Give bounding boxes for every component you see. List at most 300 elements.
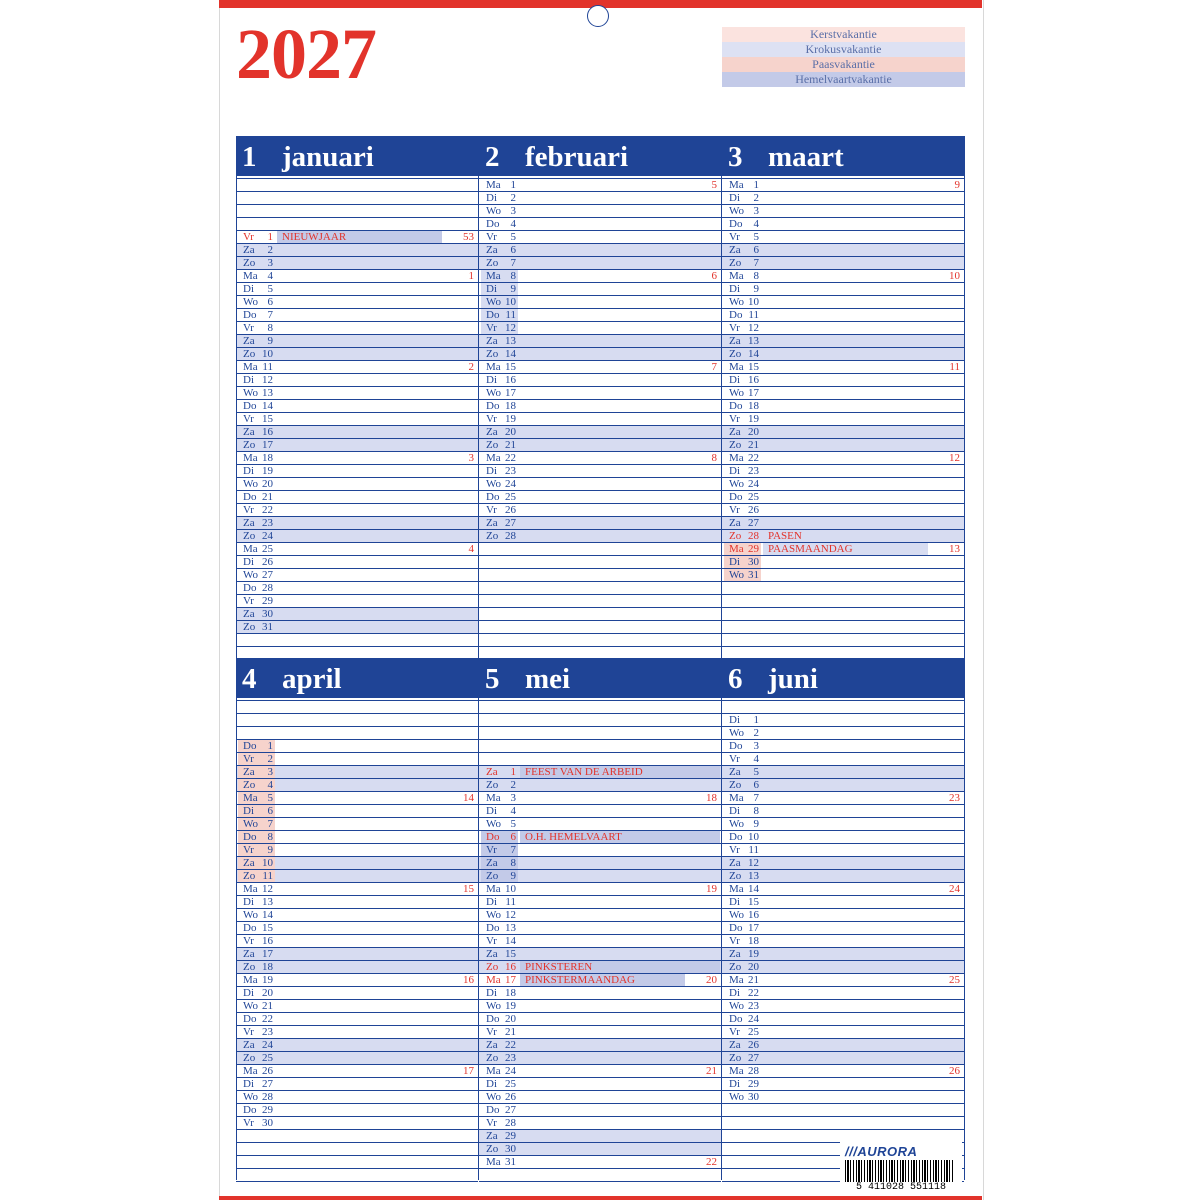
day-number: 24: [748, 1013, 759, 1025]
weekday-label: Ma: [486, 883, 501, 895]
day-cell: [481, 491, 518, 503]
day-number: 12: [748, 857, 759, 869]
weekday-label: Wo: [729, 1000, 745, 1012]
day-cell: [724, 335, 761, 347]
day-row: [722, 374, 964, 387]
empty-row: [479, 727, 721, 740]
weekday-label: Za: [243, 426, 255, 438]
day-cell: [481, 805, 518, 817]
day-cell: [238, 1078, 275, 1090]
weekday-label: Do: [486, 218, 500, 230]
day-row: [236, 556, 478, 569]
day-cell: [238, 974, 275, 986]
week-number: 10: [949, 270, 960, 282]
weekday-label: Ma: [243, 974, 258, 986]
day-row: [722, 935, 964, 948]
day-number: 29: [262, 595, 273, 607]
empty-row: [722, 608, 964, 621]
week-number: 53: [463, 231, 474, 243]
day-row: [236, 452, 478, 465]
day-row: [236, 348, 478, 361]
day-cell: [724, 1026, 761, 1038]
day-row: [479, 1065, 721, 1078]
weekday-label: Ma: [729, 452, 744, 464]
day-row: [479, 465, 721, 478]
day-row: [722, 883, 964, 896]
weekday-label: Ma: [729, 974, 744, 986]
day-cell: [724, 231, 761, 243]
day-number: 7: [267, 309, 273, 321]
month-number: 2: [485, 141, 500, 173]
day-row: [479, 244, 721, 257]
week-number: 15: [463, 883, 474, 895]
day-row: [479, 1117, 721, 1130]
weekday-label: Za: [486, 335, 498, 347]
weekday-label: Do: [486, 922, 500, 934]
week-number: 3: [468, 452, 474, 464]
day-cell: [724, 1091, 761, 1103]
day-cell: [481, 439, 518, 451]
day-cell: [238, 844, 275, 856]
day-cell: [724, 439, 761, 451]
day-row: [236, 935, 478, 948]
weekday-label: Ma: [486, 792, 501, 804]
weekday-label: Za: [243, 766, 255, 778]
empty-row: [479, 740, 721, 753]
day-cell: [238, 504, 275, 516]
day-row: [236, 504, 478, 517]
weekday-label: Di: [243, 374, 254, 386]
day-cell: [238, 1000, 275, 1012]
day-number: 1: [510, 179, 516, 191]
day-number: 19: [505, 1000, 516, 1012]
weekday-label: Ma: [486, 179, 501, 191]
day-number: 22: [505, 1039, 516, 1051]
legend-paasvakantie: Paasvakantie: [722, 57, 965, 72]
day-number: 16: [505, 961, 516, 973]
weekday-label: Za: [486, 1130, 498, 1142]
day-number: 30: [748, 1091, 759, 1103]
day-cell: [481, 870, 518, 882]
day-cell: [238, 478, 275, 490]
day-rows: [479, 178, 721, 660]
empty-row: [479, 595, 721, 608]
weekday-label: Do: [243, 400, 257, 412]
day-cell: [481, 322, 518, 334]
week-number: 12: [949, 452, 960, 464]
day-row: [479, 1052, 721, 1065]
day-row: [722, 231, 964, 244]
weekday-label: Zo: [486, 257, 499, 269]
day-row: [479, 909, 721, 922]
day-row: [722, 322, 964, 335]
day-number: 14: [748, 348, 759, 360]
empty-row: [722, 634, 964, 647]
weekday-label: Za: [243, 1039, 255, 1051]
weekday-label: Do: [729, 740, 743, 752]
day-cell: [724, 452, 761, 464]
weekday-label: Vr: [486, 844, 497, 856]
day-number: 10: [505, 296, 516, 308]
day-number: 26: [748, 504, 759, 516]
weekday-label: Zo: [729, 1052, 742, 1064]
day-row: [236, 374, 478, 387]
empty-row: [479, 753, 721, 766]
empty-row: [479, 634, 721, 647]
day-row: [236, 270, 478, 283]
day-cell: [238, 517, 275, 529]
day-number: 1: [510, 766, 516, 778]
day-cell: [238, 595, 275, 607]
day-row: [722, 257, 964, 270]
day-cell: [481, 361, 518, 373]
day-cell: [481, 1078, 518, 1090]
day-number: 13: [748, 335, 759, 347]
day-number: 2: [510, 779, 516, 791]
empty-row: [479, 714, 721, 727]
barcode-icon: [845, 1160, 955, 1182]
day-row: [479, 1091, 721, 1104]
day-row: [236, 1013, 478, 1026]
weekday-label: Vr: [729, 753, 740, 765]
day-cell: [724, 426, 761, 438]
day-row: [722, 714, 964, 727]
day-row: [479, 361, 721, 374]
day-row: [236, 1104, 478, 1117]
day-row: [722, 1065, 964, 1078]
day-row: [236, 569, 478, 582]
day-cell: [724, 192, 761, 204]
day-row: [722, 296, 964, 309]
day-row: [722, 218, 964, 231]
day-cell: [481, 1156, 518, 1168]
weekday-label: Do: [486, 1104, 500, 1116]
day-cell: [238, 1026, 275, 1038]
day-number: 7: [510, 844, 516, 856]
day-number: 21: [505, 1026, 516, 1038]
day-row: [479, 974, 721, 987]
day-rows: [479, 700, 721, 1182]
day-cell: [481, 1039, 518, 1051]
day-number: 9: [753, 283, 759, 295]
day-number: 11: [505, 309, 516, 321]
column-divider: [721, 136, 722, 658]
day-cell: [724, 244, 761, 256]
day-number: 1: [753, 714, 759, 726]
day-number: 3: [267, 766, 273, 778]
month-name: mei: [525, 663, 571, 695]
day-row: [236, 1117, 478, 1130]
weekday-label: Wo: [729, 727, 745, 739]
day-row: [722, 1052, 964, 1065]
day-cell: [238, 1065, 275, 1077]
day-number: 18: [748, 935, 759, 947]
day-row: [236, 1052, 478, 1065]
day-row: [722, 309, 964, 322]
day-row: [479, 218, 721, 231]
day-cell: [238, 987, 275, 999]
day-number: 28: [262, 1091, 273, 1103]
weekday-label: Za: [729, 335, 741, 347]
day-cell: [724, 374, 761, 386]
week-number: 5: [711, 179, 717, 191]
day-row: [236, 805, 478, 818]
day-cell: [724, 740, 761, 752]
day-cell: [238, 465, 275, 477]
day-number: 2: [267, 244, 273, 256]
day-number: 22: [262, 504, 273, 516]
week-number: 26: [949, 1065, 960, 1077]
day-row: [479, 530, 721, 543]
day-cell: [724, 766, 761, 778]
weekday-label: Wo: [729, 296, 745, 308]
day-cell: [724, 1013, 761, 1025]
day-cell: [481, 831, 518, 843]
day-cell: [238, 1104, 275, 1116]
day-row: [722, 504, 964, 517]
week-number: 14: [463, 792, 474, 804]
day-number: 29: [505, 1130, 516, 1142]
day-row: [479, 987, 721, 1000]
day-cell: [724, 753, 761, 765]
weekday-label: Do: [729, 491, 743, 503]
month-name: februari: [525, 141, 629, 173]
day-number: 6: [267, 805, 273, 817]
day-row: [722, 948, 964, 961]
week-number: 17: [463, 1065, 474, 1077]
legend-kerstvakantie: Kerstvakantie: [722, 27, 965, 42]
month-header: [479, 136, 721, 176]
day-cell: [238, 322, 275, 334]
day-row: [236, 595, 478, 608]
weekday-label: Zo: [486, 961, 499, 973]
day-number: 18: [505, 987, 516, 999]
day-cell: [238, 779, 275, 791]
day-cell: [238, 857, 275, 869]
weekday-label: Vr: [486, 504, 497, 516]
week-number: 2: [468, 361, 474, 373]
day-row: [722, 1091, 964, 1104]
weekday-label: Zo: [243, 961, 256, 973]
day-number: 12: [505, 909, 516, 921]
day-row: [236, 1039, 478, 1052]
day-row: [479, 322, 721, 335]
day-row: [722, 922, 964, 935]
day-row: [236, 1091, 478, 1104]
month-name: maart: [768, 141, 844, 173]
day-number: 13: [505, 922, 516, 934]
weekday-label: Vr: [729, 844, 740, 856]
day-row: [722, 870, 964, 883]
day-cell: [238, 530, 275, 542]
weekday-label: Ma: [729, 179, 744, 191]
day-row: [236, 766, 478, 779]
day-cell: [481, 192, 518, 204]
day-row: [722, 491, 964, 504]
day-number: 14: [505, 348, 516, 360]
weekday-label: Zo: [729, 348, 742, 360]
day-row: [236, 909, 478, 922]
day-cell: [724, 283, 761, 295]
day-cell: [724, 543, 761, 555]
day-number: 31: [748, 569, 759, 581]
day-number: 20: [262, 987, 273, 999]
weekday-label: Do: [729, 309, 743, 321]
day-number: 17: [262, 948, 273, 960]
day-cell: [724, 922, 761, 934]
day-cell: [481, 1000, 518, 1012]
day-cell: [724, 961, 761, 973]
day-number: 13: [262, 896, 273, 908]
holiday-label: FEEST VAN DE ARBEID: [525, 766, 643, 778]
weekday-label: Wo: [243, 478, 259, 490]
aurora-logo: ///AURORA: [845, 1144, 918, 1159]
day-row: [479, 491, 721, 504]
day-number: 15: [505, 361, 516, 373]
weekday-label: Za: [243, 244, 255, 256]
day-cell: [481, 1013, 518, 1025]
day-number: 22: [262, 1013, 273, 1025]
day-row: [479, 179, 721, 192]
day-number: 27: [748, 517, 759, 529]
weekday-label: Ma: [486, 270, 501, 282]
day-number: 23: [262, 1026, 273, 1038]
day-cell: [481, 935, 518, 947]
day-number: 24: [505, 478, 516, 490]
day-row: [722, 805, 964, 818]
weekday-label: Wo: [243, 296, 259, 308]
weekday-label: Za: [486, 857, 498, 869]
weekday-label: Di: [729, 465, 740, 477]
weekday-label: Di: [486, 283, 497, 295]
day-row: [236, 740, 478, 753]
day-row: [722, 831, 964, 844]
bottom-red-bar: [219, 1196, 982, 1200]
day-number: 8: [267, 322, 273, 334]
weekday-label: Vr: [486, 935, 497, 947]
day-cell: [724, 779, 761, 791]
day-cell: [238, 374, 275, 386]
day-number: 22: [748, 987, 759, 999]
day-cell: [481, 961, 518, 973]
day-row: [722, 987, 964, 1000]
day-number: 3: [753, 740, 759, 752]
day-cell: [481, 1065, 518, 1077]
weekday-label: Vr: [486, 413, 497, 425]
holiday-label: PINKSTERMAANDAG: [525, 974, 636, 986]
weekday-label: Zo: [729, 779, 742, 791]
day-number: 9: [510, 870, 516, 882]
day-cell: [481, 517, 518, 529]
day-number: 10: [262, 348, 273, 360]
weekday-label: Do: [729, 922, 743, 934]
weekday-label: Di: [486, 1078, 497, 1090]
day-row: [479, 426, 721, 439]
day-number: 28: [262, 582, 273, 594]
weekday-label: Zo: [486, 1052, 499, 1064]
day-number: 13: [262, 387, 273, 399]
weekday-label: Di: [486, 192, 497, 204]
day-number: 10: [505, 883, 516, 895]
weekday-label: Di: [486, 896, 497, 908]
day-row: [236, 974, 478, 987]
weekday-label: Di: [729, 987, 740, 999]
week-number: 13: [949, 543, 960, 555]
weekday-label: Di: [729, 714, 740, 726]
weekday-label: Ma: [486, 361, 501, 373]
weekday-label: Do: [486, 1013, 500, 1025]
weekday-label: Ma: [729, 792, 744, 804]
day-number: 21: [505, 439, 516, 451]
day-row: [479, 818, 721, 831]
weekday-label: Zo: [729, 257, 742, 269]
weekday-label: Za: [486, 1039, 498, 1051]
day-cell: [238, 569, 275, 581]
weekday-label: Di: [243, 805, 254, 817]
day-number: 15: [748, 896, 759, 908]
empty-row: [236, 701, 478, 714]
day-number: 4: [753, 218, 759, 230]
weekday-label: Vr: [729, 322, 740, 334]
column-divider: [964, 136, 965, 658]
column-divider: [236, 136, 237, 658]
day-cell: [724, 517, 761, 529]
day-row: [236, 426, 478, 439]
day-cell: [481, 309, 518, 321]
weekday-label: Zo: [243, 439, 256, 451]
day-cell: [724, 1052, 761, 1064]
day-cell: [481, 922, 518, 934]
day-cell: [481, 504, 518, 516]
empty-row: [236, 727, 478, 740]
day-number: 30: [262, 608, 273, 620]
weekday-label: Di: [243, 465, 254, 477]
weekday-label: Za: [729, 517, 741, 529]
day-row: [479, 766, 721, 779]
day-number: 26: [505, 504, 516, 516]
day-number: 20: [262, 478, 273, 490]
day-number: 12: [262, 374, 273, 386]
day-number: 16: [748, 374, 759, 386]
weekday-label: Wo: [486, 818, 502, 830]
day-row: [479, 231, 721, 244]
day-number: 8: [267, 831, 273, 843]
day-number: 17: [262, 439, 273, 451]
day-row: [479, 309, 721, 322]
day-row: [722, 205, 964, 218]
day-number: 20: [505, 426, 516, 438]
day-number: 31: [262, 621, 273, 633]
empty-row: [722, 701, 964, 714]
day-number: 14: [505, 935, 516, 947]
weekday-label: Zo: [486, 530, 499, 542]
day-cell: [238, 935, 275, 947]
day-cell: [481, 465, 518, 477]
column-divider: [964, 658, 965, 1180]
weekday-label: Za: [729, 244, 741, 256]
day-row: [236, 439, 478, 452]
day-cell: [238, 1013, 275, 1025]
weekday-label: Vr: [243, 1026, 254, 1038]
day-row: [236, 335, 478, 348]
day-cell: [481, 1104, 518, 1116]
day-number: 13: [505, 335, 516, 347]
day-number: 11: [748, 844, 759, 856]
weekday-label: Vr: [729, 1026, 740, 1038]
day-number: 5: [753, 766, 759, 778]
day-cell: [724, 1039, 761, 1051]
day-row: [722, 283, 964, 296]
